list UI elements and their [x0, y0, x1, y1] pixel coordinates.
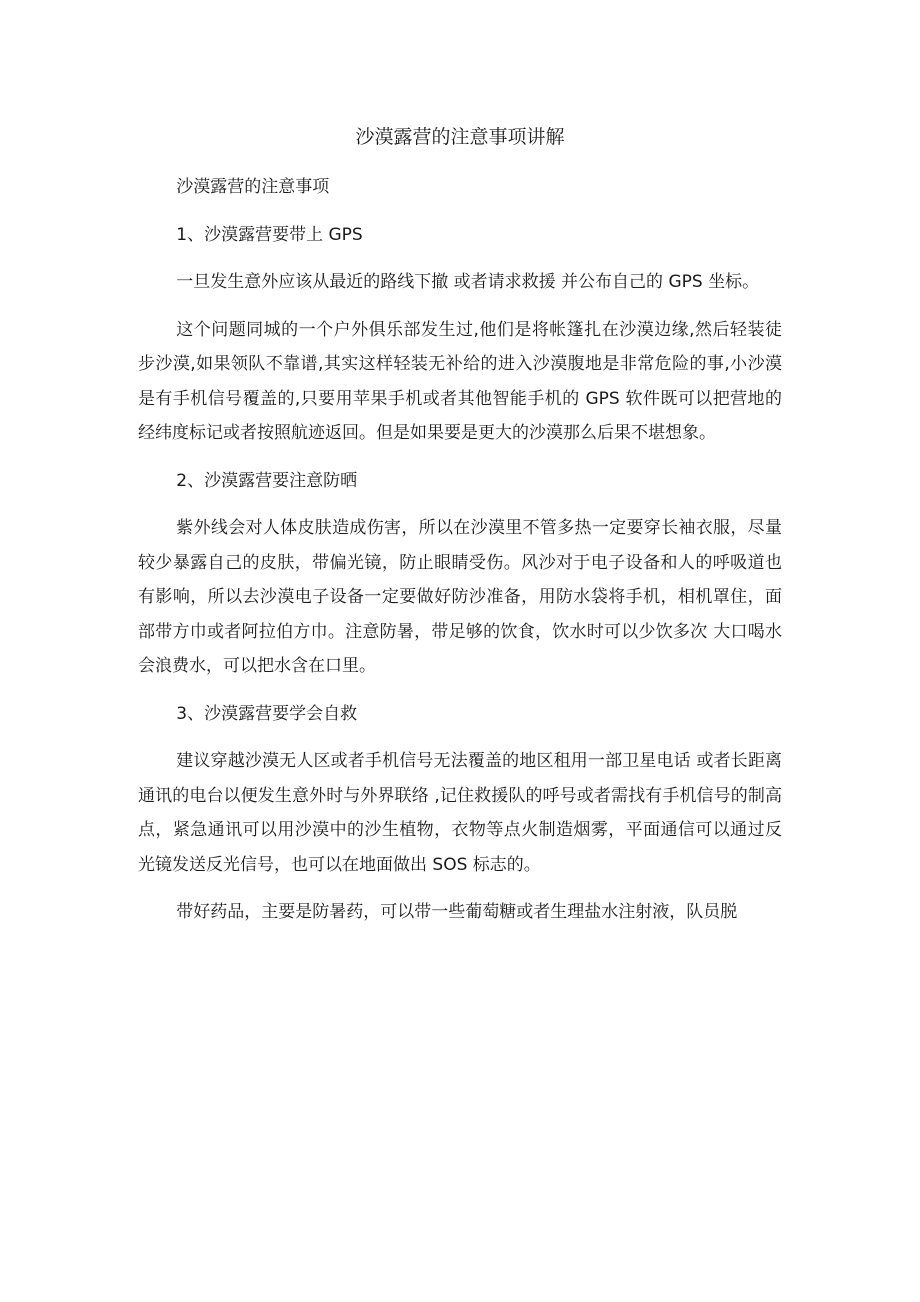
- subsection-heading-gps: 1、沙漠露营要带上 GPS: [176, 224, 363, 245]
- paragraph: 这个问题同城的一个户外俱乐部发生过,他们是将帐篷扎在沙漠边缘,然后轻装徒步沙漠,如果领队不靠谱,其实这样轻装无补给的进入沙漠腹地是非常危险的事,小沙漠是有手机信号覆盖的,只要用苹果手机或者其他智能手机的 GPS 软件既可以把营地的经纬度标记或者按照航迹返回。但是如果要是更大的沙漠那么后果不堪想象。: [138, 319, 782, 443]
- subsection-heading-sun-protection: 2、沙漠露营要注意防晒: [176, 470, 358, 491]
- paragraph: 一旦发生意外应该从最近的路线下撤 或者请求救援 并公布自己的 GPS 坐标。: [176, 272, 760, 292]
- paragraph: 建议穿越沙漠无人区或者手机信号无法覆盖的地区租用一部卫星电话 或者长距离通讯的电台以便发生意外时与外界联络 ,记住救援队的呼号或者需找有手机信号的制高点，紧急通讯可以用沙漠中的沙生植物，衣物等点火制造烟雾，平面通信可以通过反光镜发送反光信号，也可以在地面做出 SOS 标志的。: [138, 751, 782, 875]
- document-title: 沙漠露营的注意事项讲解: [355, 126, 565, 148]
- subsection-heading-self-rescue: 3、沙漠露营要学会自救: [176, 703, 358, 724]
- paragraph: 带好药品，主要是防暑药，可以带一些葡萄糖或者生理盐水注射液，队员脱: [176, 902, 738, 922]
- document-body: [138, 170, 782, 943]
- paragraph: 紫外线会对人体皮肤造成伤害，所以在沙漠里不管多热一定要穿长袖衣服，尽量较少暴露自己的皮肤，带偏光镜，防止眼睛受伤。风沙对于电子设备和人的呼吸道也有影响，所以去沙漠电子设备一定要做好防沙准备，用防水袋将手机，相机罩住，面部带方巾或者阿拉伯方巾。注意防暑，带足够的饮食，饮水时可以少饮多次 大口喝水会浪费水，可以把水含在口里。: [138, 518, 782, 676]
- section-heading: 沙漠露营的注意事项: [176, 177, 330, 197]
